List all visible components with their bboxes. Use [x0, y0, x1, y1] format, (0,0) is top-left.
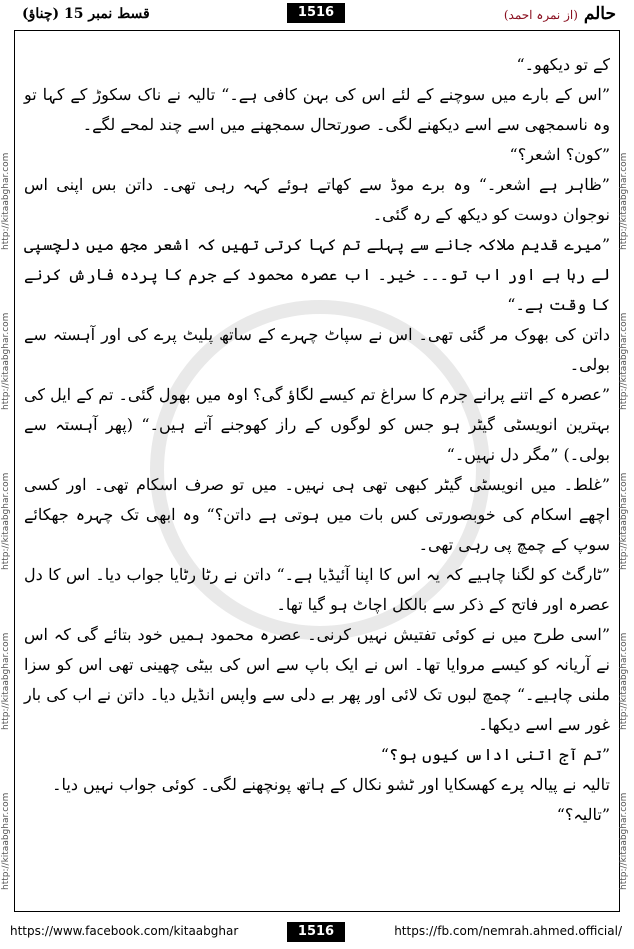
- side-url-text: http://kitaabghar.com: [1, 312, 11, 410]
- page-footer: [0, 914, 634, 949]
- title-text: حالم: [583, 4, 616, 24]
- paragraph: تالیہ نے پیالہ پرے کھسکایا اور ٹشو نکال کے ہاتھ پونچھنے لگی۔ کوئی جواب نہیں دیا۔: [52, 775, 610, 794]
- paragraph: ”ٹارگٹ کو لگنا چاہیے کہ یہ اس کا اپنا آئیڈیا ہے۔“ داتن نے رٹا رٹایا جواب دیا۔ اس کا دل عصرہ اور فاتح کے ذکر سے بالکل اچاٹ ہو گیا تھا۔: [24, 565, 610, 614]
- page-header: [0, 0, 634, 30]
- paragraph: ”تم آج اتنی اداس کیوں ہو؟“: [380, 745, 610, 764]
- left-side-url: [1, 90, 15, 890]
- side-url-text: http://kitaabghar.com: [619, 792, 629, 890]
- paragraph: ”غلط۔ میں انویسٹی گیٹر کبھی تھی ہی نہیں۔ میں تو صرف اسکام تھی۔ اور کسی اچھے اسکام کی خوبصورتی کس بات میں ہوتی ہے داتن؟“ وہ ابھی تک چہرہ جھکائے سوپ کے چمچ پی رہی تھی۔: [24, 475, 610, 554]
- paragraph: ”عصرہ کے اتنے پرانے جرم کا سراغ تم کیسے لگاؤ گی؟ اوہ میں بھول گئی۔ تم کے ایل کی بہترین انویسٹی گیٹر ہو جس کو لوگوں کے راز کھوجنے آتے ہیں۔“ (پھر آہستہ سے بولی۔) ”مگر دل نہیں۔“: [24, 385, 610, 464]
- paragraph: ”اس کے بارے میں سوچنے کے لئے اس کی بہن کافی ہے۔“ تالیہ نے ناک سکوڑ کے کہا تو وہ ناسمجھی سے اسے دیکھنے لگی۔ صورتحال سمجھنے میں اسے چند لمحے لگے۔: [24, 85, 610, 134]
- novel-title: [504, 4, 616, 24]
- paragraph: ”ظاہر ہے اشعر۔“ وہ برے موڈ سے کھاتے ہوئے کہہ رہی تھی۔ داتن بس اپنی اس نوجوان دوست کو دیکھ کے رہ گئی۔: [24, 175, 610, 224]
- side-url-text: http://kitaabghar.com: [619, 312, 629, 410]
- facebook-link[interactable]: https://www.facebook.com/kitaabghar: [10, 924, 239, 938]
- author-text: (از نمرہ احمد): [503, 8, 578, 22]
- paragraph: ”کون؟ اشعر؟“: [509, 145, 610, 164]
- author-facebook-link[interactable]: https://fb.com/nemrah.ahmed.official/: [394, 924, 622, 938]
- paragraph: ”اسی طرح میں نے کوئی تفتیش نہیں کرنی۔ عصرہ محمود ہمیں خود بتائے گی کہ اس نے آریانہ کو کیسے مروایا تھا۔ اس نے ایک باپ سے اس کی بیٹی چھینی تھی اس کو سزا ملنی چاہیے۔“ چمچ لبوں تک لائی اور پھر بے دلی سے واپس انڈیل دیا۔ داتن نے اب کی بار غور سے اسے دیکھا۔: [24, 625, 611, 734]
- paragraph: کے تو دیکھو۔“: [516, 55, 610, 74]
- episode-label: قسط نمبر 15 (چناؤ): [22, 6, 150, 22]
- side-url-text: http://kitaabghar.com: [1, 792, 11, 890]
- side-url-text: http://kitaabghar.com: [619, 632, 629, 730]
- story-text: [24, 50, 610, 830]
- page-number-badge: 1516: [287, 3, 345, 23]
- right-side-url: [619, 90, 633, 890]
- side-url-text: http://kitaabghar.com: [619, 152, 629, 250]
- paragraph: ”تالیہ؟“: [556, 805, 610, 824]
- paragraph: ”میرے قدیم ملاکہ جانے سے پہلے تم کہا کرتی تھیں کہ اشعر مجھ میں دلچسپی لے رہا ہے اور اب تو۔۔۔ خیر۔ اب عصرہ محمود کے جرم کا پردہ فارش کرنے کا وقت ہے۔“: [24, 235, 610, 314]
- side-url-text: http://kitaabghar.com: [1, 472, 11, 570]
- footer-page-number: 1516: [287, 922, 345, 942]
- side-url-text: http://kitaabghar.com: [619, 472, 629, 570]
- side-url-text: http://kitaabghar.com: [1, 632, 11, 730]
- side-url-text: http://kitaabghar.com: [1, 152, 11, 250]
- paragraph: داتن کی بھوک مر گئی تھی۔ اس نے سپاٹ چہرے کے ساتھ پلیٹ پرے کی اور آہستہ سے بولی۔: [24, 325, 610, 374]
